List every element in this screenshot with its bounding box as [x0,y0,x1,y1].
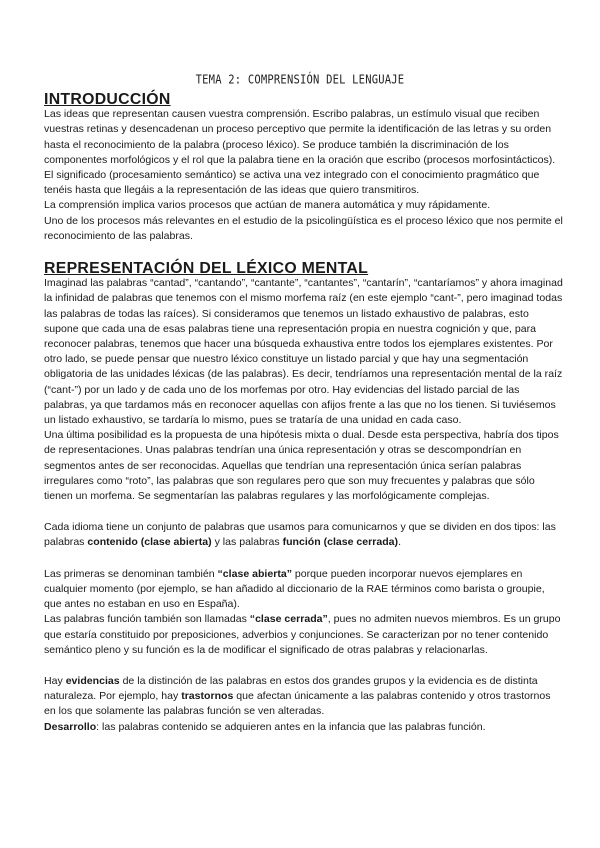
bold-term: “clase abierta” [217,567,292,580]
paragraph: Las palabras función también son llamadas “clase cerrada”, pues no admiten nuevos miembros. Es un grupo que estaría constituido por preposiciones, adverbios y conjunciones. Se caracterizan por no tener contenido semántico pleno y su función es la de modificar el significado de otras palabras y relacionarlas. [44,613,561,656]
bold-term: “clase cerrada” [249,613,328,626]
bold-term: Desarrollo [44,720,97,733]
paragraph: La comprensión implica varios procesos que actúan de manera automática y muy rápidamente. [44,199,491,212]
paragraph: Cada idioma tiene un conjunto de palabras que usamos para comunicarnos y que se dividen en dos tipos: las palabras contenido (clase abierta) y las palabras función (clase cerrada). [44,521,556,549]
paragraph: Desarrollo: las palabras contenido se adquieren antes en la infancia que las palabras función. [44,720,486,733]
section-heading-introduccion: INTRODUCCIÓN [44,91,171,108]
paragraph: Imaginad las palabras “cantad”, “cantando”, “cantante”, “cantantes”, “cantarín”, “cantaríamos” y ahora imaginad la infinidad de palabras que tenemos con el mismo morfema raíz (en este ejemplo “cant-”, pero imaginad todas las palabras de todas las raíces). Si consideramos que tenemos un listado exhaustivo de palabras, esto supone que cada una de esas palabras tiene una representación propia en nuestra cognición y que, para reconocer palabras, tenemos que hacer una búsqueda exhaustiva entre todos los ejemplares existentes. Por otro lado, se puede pensar que nuestro léxico constituye un listado parcial y que hay una segmentación obligatoria de las unidades léxicas (de las palabras). Es decir, tendríamos una representación mental de la raíz (“cant-”) por un lado y de cada uno de los morfemas por otro. Hay evidencias del listado parcial de las palabras, ya que tardamos más en reconocer aquellas con afijos frente a las que no los tienen. Si tuviésemos un listado exhaustivo, se tardaría lo mismo, pues se trataría de una unidad en cada caso. [44,277,563,427]
paragraph: Una última posibilidad es la propuesta de una hipótesis mixta o dual. Desde esta perspectiva, habría dos tipos de representaciones. Unas palabras tendrían una única representación y otras se descompondrían en segmentos antes de ser reconocidas. Aquellas que tendrían una representación única serían palabras irregulares como “roto”, las palabras que son regulares pero que son muy frecuentes y palabras que sólo tienen un morfema. Se segmentarían las palabras regulares y las morfológicamente complejas. [44,429,559,503]
bold-term: función (clase cerrada) [282,536,399,549]
bold-term: evidencias [65,674,120,687]
paragraph: Las ideas que representan causen vuestra comprensión. Escribo palabras, un estímulo visual que reciben vuestras retinas y desencadenan un proceso perceptivo que permite la identificación de las letras y su orden hasta el reconocimiento de la palabra (proceso léxico). Se produce también la discriminación de los componentes morfológicos y el rol que la palabra tiene en la oración que escribo (procesos morfosintácticos). El significado (procesamiento semántico) se activa una vez integrado con el conocimiento pragmático que tenéis hasta que llegáis a la representación de las ideas que quiero transmitiros. [44,108,556,197]
page-title: TEMA 2: COMPRENSIÓN DEL LENGUAJE [195,73,405,87]
paragraph: Las primeras se denominan también “clase abierta” porque pueden incorporar nuevos ejemplares en cualquier momento (por ejemplo, se han añadido al diccionario de la RAE términos como barista o groupie, que antes no estaban en uso en España). [44,567,545,611]
document-body [44,92,564,735]
paragraph: Hay evidencias de la distinción de las palabras en estos dos grandes grupos y la evidencia es de distinta naturaleza. Por ejemplo, hay trastornos que afectan únicamente a las palabras contenido y otros trastornos en los que solamente las palabras función se ven alteradas. [44,674,551,718]
bold-term: contenido (clase abierta) [87,536,212,549]
paragraph: Uno de los procesos más relevantes en el estudio de la psicolingüística es el proceso léxico que nos permite el reconocimiento de las palabras. [44,214,563,242]
bold-term: trastornos [181,690,234,703]
section-heading-lexico-mental: REPRESENTACIÓN DEL LÉXICO MENTAL [44,260,369,278]
